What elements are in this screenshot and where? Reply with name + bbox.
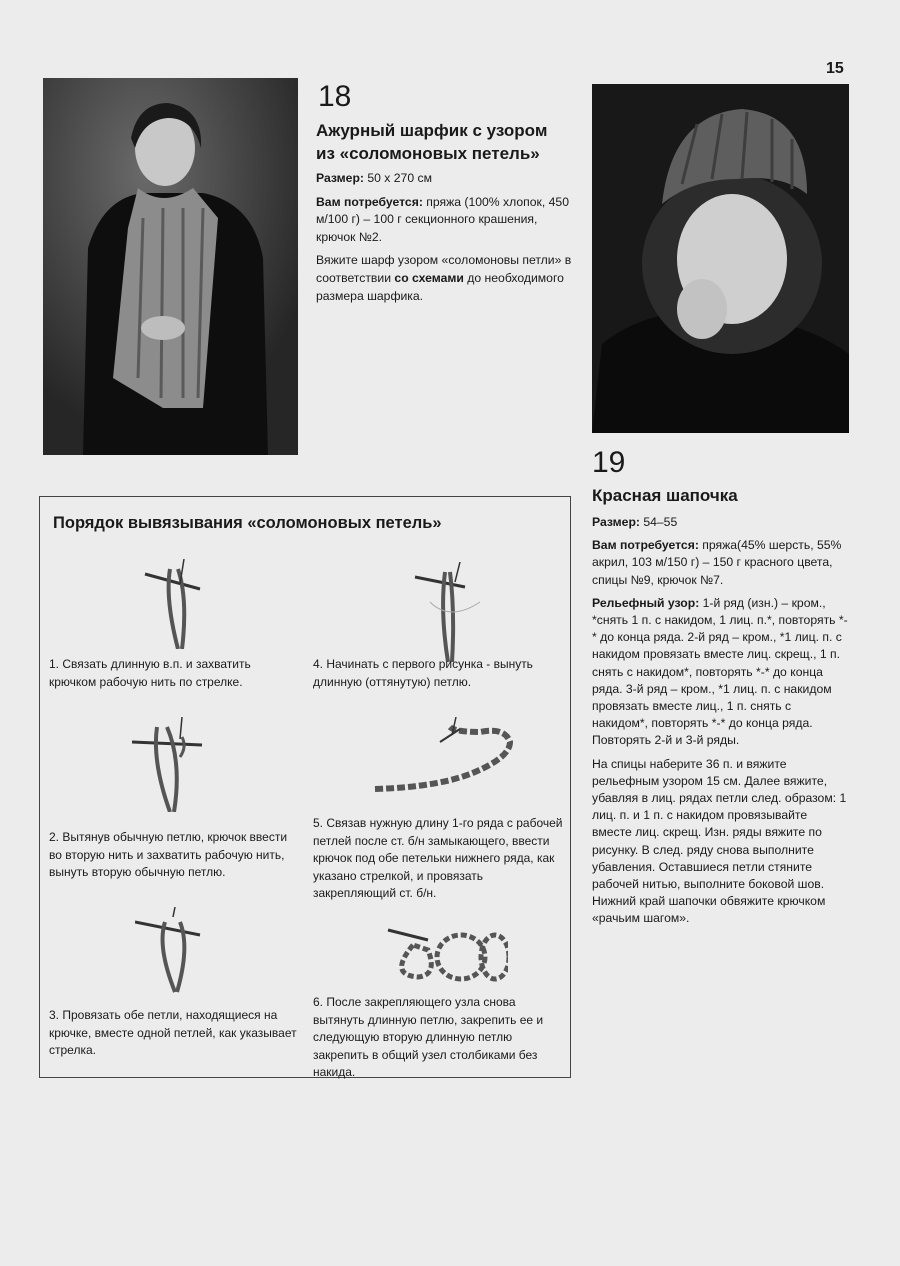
project-19-number: 19 <box>592 446 626 479</box>
project-19-instructions: На спицы наберите 36 п. и вяжите рельефным узором 15 см. Далее вяжите, убавляя в лиц. рядах петли след. образом: 1 лиц. п. и 1 п. с накидом провязывайте вместе лиц. скрещ. Изн. ряды вяжите по рисунку. В след. ряду снова выполните убавления. Оставшиеся петли стяните рабочей нитью, выполните боковой шов. Нижний край шапочки обвяжите крючком «рачьим шагом». <box>592 756 847 926</box>
diagram-step-3 <box>135 907 225 997</box>
step-5-text: 5. Связав нужную длину 1-го ряда с рабочей петлей после ст. б/н замыкающего, ввести крючок под обе петельки нижнего ряда, как указано стрелкой, и провязать закрепляющий ст. б/н. <box>313 816 563 900</box>
project-19-size: Размер: 54–55 <box>592 515 678 529</box>
step-6-text: 6. После закрепляющего узла снова вытянуть длинную петлю, закрепить ее и следующую вторую длинную петлю закрепить в общий узел столбиками без накида. <box>313 995 544 1079</box>
project-19-text <box>592 514 850 934</box>
instructions-box <box>39 496 571 1078</box>
project-18-text <box>316 170 574 311</box>
project-19-pattern: Рельефный узор: 1-й ряд (изн.) – кром., *снять 1 п. с накидом, 1 лиц. п.*, повторять *-* до конца ряда. 2-й ряд – кром., *1 лиц. п. с накидом провязать вместе лиц. скрещ., 1 п. снять с накидом*, повторять *-* до конца ряда. 3-й ряд – кром., *1 лиц. п. с накидом провязать вместе лиц., 1 п. снять с накидом*, повторять *-* до конца ряда. Повторять 2-й и 3-й ряды. <box>592 595 848 748</box>
step-3-text: 3. Провязать обе петли, находящиеся на крючке, вместе одной петлей, как указывает стрелка. <box>49 1008 297 1057</box>
project-19-needs: Вам потребуется: пряжа(45% шерсть, 55% акрил, 103 м/150 г) – 150 г красного цвета, спицы №9, крючок №7. <box>592 538 842 587</box>
project-18-title <box>316 119 547 165</box>
step-4-text: 4. Начинать с первого рисунка - вынуть длинную (оттянутую) петлю. <box>313 657 533 689</box>
diagram-step-6 <box>383 915 508 985</box>
diagram-step-4 <box>410 562 490 662</box>
project-18-title-line-1: Ажурный шарфик с узором <box>316 121 548 140</box>
hat-photo <box>592 84 849 433</box>
project-19-title: Красная шапочка <box>592 486 738 505</box>
project-18-body: Вяжите шарф узором «соломоновы петли» в соответствии со схемами до необходимого размера шарфика. <box>316 253 572 303</box>
project-18-number: 18 <box>318 80 352 113</box>
project-18-needs: Вам потребуется: пряжа (100% хлопок, 450 м/100 г) – 100 г секционного крашения, крючок №2. <box>316 194 569 244</box>
step-2-text: 2. Вытянув обычную петлю, крючок ввести во вторую нить и захватить рабочую нить, вынуть вторую обычную петлю. <box>49 830 288 879</box>
project-18-title-line-2: из «соломоновых петель» <box>316 144 540 163</box>
scarf-photo <box>43 78 298 455</box>
page-number: 15 <box>826 60 844 77</box>
diagram-step-5 <box>370 717 520 797</box>
step-1-text: 1. Связать длинную в.п. и захватить крючком рабочую нить по стрелке. <box>49 657 251 689</box>
diagram-step-1 <box>140 559 220 649</box>
instructions-box-title: Порядок вывязывания «соломоновых петель» <box>53 514 442 532</box>
diagram-step-2 <box>132 717 222 812</box>
project-18-size: Размер: 50 x 270 см <box>316 171 432 185</box>
